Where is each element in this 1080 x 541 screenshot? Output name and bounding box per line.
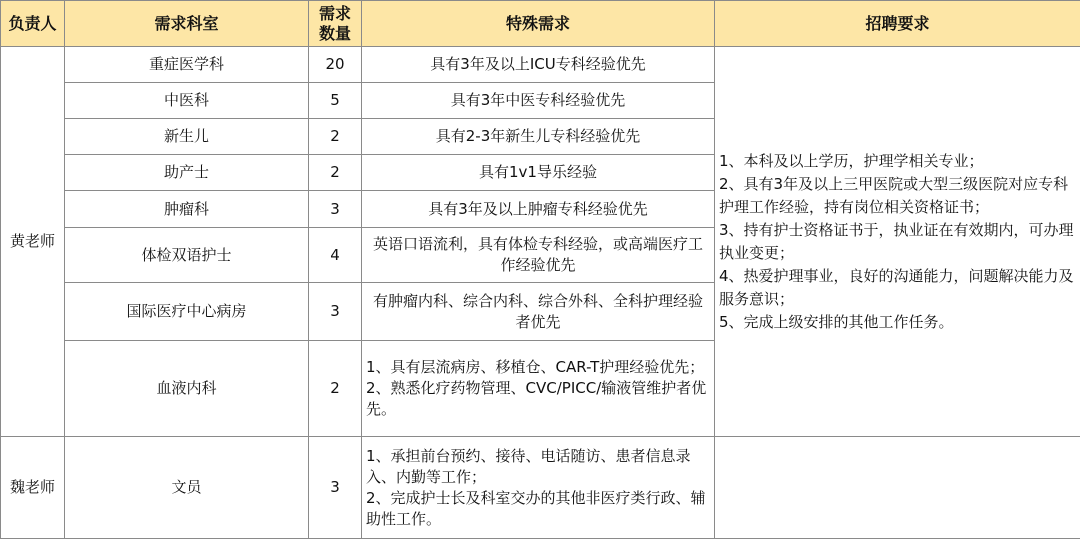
- special-cell: 1、承担前台预约、接待、电话随访、患者信息录入、内勤等工作； 2、完成护士长及科室交办的其他非医疗类行政、辅助性工作。: [362, 437, 715, 539]
- special-cell: 具有3年及以上ICU专科经验优先: [362, 47, 715, 83]
- dept-cell: 助产士: [65, 155, 309, 191]
- dept-cell: 血液内科: [65, 341, 309, 437]
- count-cell: 3: [309, 283, 362, 341]
- special-cell: 1、具有层流病房、移植仓、CAR-T护理经验优先； 2、熟悉化疗药物管理、CVC/PICC/输液管维护者优先。: [362, 341, 715, 437]
- header-count: 需求 数量: [309, 1, 362, 47]
- empty-requirement-cell: [715, 437, 1080, 539]
- special-cell: 有肿瘤内科、综合内科、综合外科、全科护理经验者优先: [362, 283, 715, 341]
- count-cell: 20: [309, 47, 362, 83]
- header-requirement: 招聘要求: [715, 1, 1080, 47]
- special-cell: 具有1v1导乐经验: [362, 155, 715, 191]
- dept-cell: 体检双语护士: [65, 228, 309, 283]
- count-cell: 2: [309, 119, 362, 155]
- owner-cell: 魏老师: [1, 437, 65, 539]
- special-cell: 具有3年及以上肿瘤专科经验优先: [362, 191, 715, 228]
- owner-cell: 黄老师: [1, 47, 65, 437]
- special-cell: 英语口语流利，具有体检专科经验，或高端医疗工作经验优先: [362, 228, 715, 283]
- count-cell: 3: [309, 191, 362, 228]
- dept-cell: 国际医疗中心病房: [65, 283, 309, 341]
- dept-cell: 新生儿: [65, 119, 309, 155]
- dept-cell: 重症医学科: [65, 47, 309, 83]
- header-special: 特殊需求: [362, 1, 715, 47]
- requirement-cell: 1、本科及以上学历，护理学相关专业； 2、具有3年及以上三甲医院或大型三级医院对应专科护理工作经验，持有岗位相关资格证书； 3、持有护士资格证书于，执业证在有效期内，可办理执业变更； 4、热爱护理事业，良好的沟通能力，问题解决能力及服务意识； 5、完成上级安排的其他工作任务。: [715, 47, 1080, 437]
- header-row: [1, 1, 1080, 47]
- count-cell: 2: [309, 155, 362, 191]
- special-cell: 具有3年中医专科经验优先: [362, 83, 715, 119]
- dept-cell: 文员: [65, 437, 309, 539]
- table-row: [1, 47, 1080, 83]
- count-cell: 4: [309, 228, 362, 283]
- dept-cell: 肿瘤科: [65, 191, 309, 228]
- count-cell: 2: [309, 341, 362, 437]
- special-cell: 具有2-3年新生儿专科经验优先: [362, 119, 715, 155]
- count-cell: 5: [309, 83, 362, 119]
- table-row: [1, 437, 1080, 539]
- header-owner: 负责人: [1, 1, 65, 47]
- count-cell: 3: [309, 437, 362, 539]
- dept-cell: 中医科: [65, 83, 309, 119]
- header-dept: 需求科室: [65, 1, 309, 47]
